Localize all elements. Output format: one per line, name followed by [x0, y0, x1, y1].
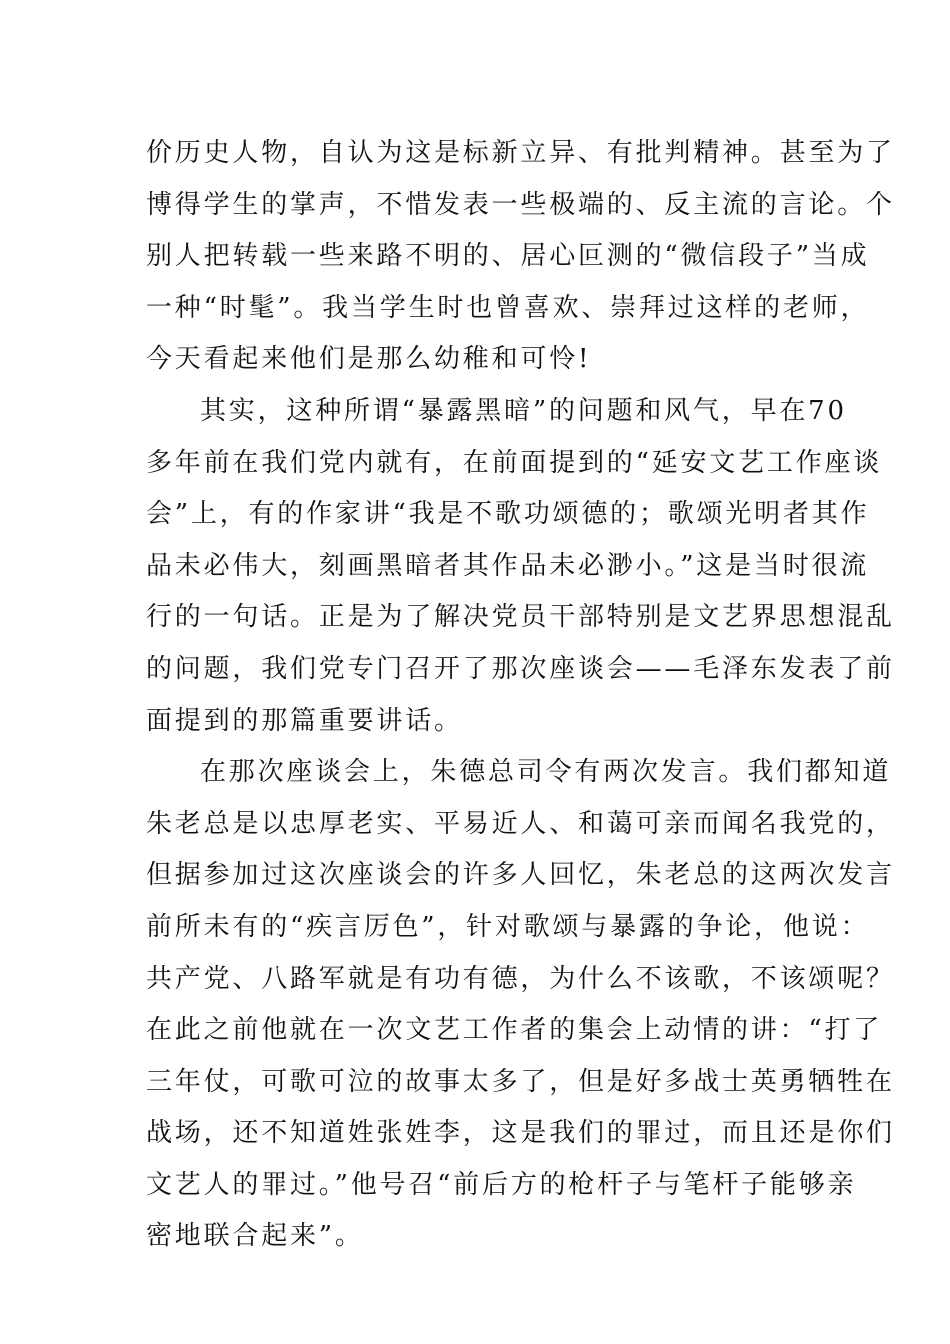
text-line: 价历史人物，自认为这是标新立异、有批判精神。甚至为了 — [146, 138, 895, 168]
text-line: 文艺人的罪过。”他号召“前后方的枪杆子与笔杆子能够亲 — [146, 1169, 857, 1200]
text-line: 今天看起来他们是那么幼稚和可怜! — [146, 344, 592, 375]
text-line: 共产党、八路军就是有功有德，为什么不该歌，不该颂呢？ — [146, 963, 895, 994]
text-line: 战场，还不知道姓张姓李，这是我们的罪过，而且还是你们 — [146, 1118, 895, 1149]
text-line: 博得学生的掌声，不惜发表一些极端的、反主流的言论。个 — [146, 189, 895, 220]
paragraph-start-line: 其实，这种所谓“暴露黑暗”的问题和风气，早在70 — [200, 395, 847, 426]
text-line: 会”上，有的作家讲“我是不歌功颂德的；歌颂光明者其作 — [146, 499, 870, 530]
text-line: 密地联合起来”。 — [146, 1221, 364, 1252]
text-line: 别人把转载一些来路不明的、居心叵测的“微信段子”当成 — [146, 241, 870, 272]
text-line: 在此之前他就在一次文艺工作者的集会上动情的讲：“打了 — [146, 1015, 883, 1046]
text-line: 前所未有的“疾言厉色”，针对歌颂与暴露的争论，他说： — [146, 911, 870, 942]
text-line: 的问题，我们党专门召开了那次座谈会——毛泽东发表了前 — [146, 653, 895, 684]
text-line: 多年前在我们党内就有，在前面提到的“延安文艺工作座谈 — [146, 447, 883, 478]
text-line: 行的一句话。正是为了解决党员干部特别是文艺界思想混乱 — [146, 602, 895, 633]
text-line: 三年仗，可歌可泣的故事太多了，但是好多战士英勇牺牲在 — [146, 1066, 895, 1097]
paragraph-start-line: 在那次座谈会上，朱德总司令有两次发言。我们都知道 — [200, 757, 892, 788]
text-line: 一种“时髦”。我当学生时也曾喜欢、崇拜过这样的老师， — [146, 292, 870, 323]
body-text — [146, 128, 895, 1263]
text-line: 品未必伟大，刻画黑暗者其作品未必渺小。”这是当时很流 — [146, 550, 870, 581]
text-line: 面提到的那篇重要讲话。 — [146, 705, 463, 736]
text-line: 但据参加过这次座谈会的许多人回忆，朱老总的这两次发言 — [146, 860, 895, 891]
text-line: 朱老总是以忠厚老实、平易近人、和蔼可亲而闻名我党的， — [146, 808, 895, 839]
